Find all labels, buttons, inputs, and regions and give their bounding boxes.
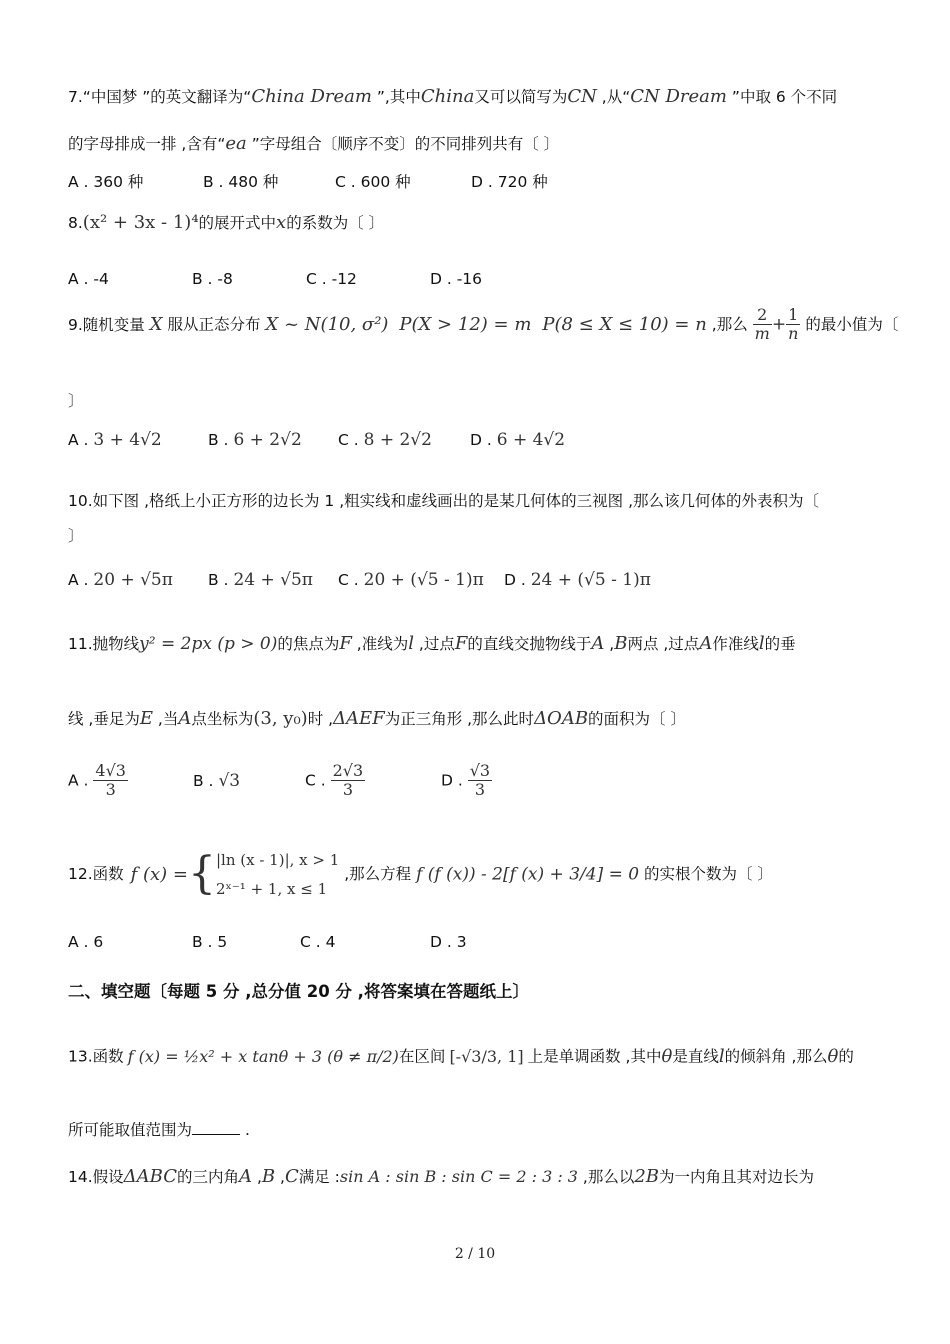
q9-line2: 〕 (68, 392, 84, 410)
math-A: A (178, 708, 192, 729)
parabola-equation: y² = 2px (p > 0) (139, 634, 278, 654)
triangle-aef: ΔAEF (333, 708, 385, 729)
math-2B: 2B (634, 1166, 660, 1187)
math-china: China (420, 86, 475, 107)
q12-option-b: B . 5 (192, 933, 228, 951)
sine-ratio: sin A : sin B : sin C = 2 : 3 : 3 (339, 1167, 578, 1186)
q10-option-b: 24 + √5π (233, 570, 313, 590)
q8-line: 8.(x² + 3x - 1)⁴的展开式中x的系数为〔 〕 (68, 212, 385, 233)
answer-blank[interactable] (192, 1120, 240, 1135)
q8-option-b: B . -8 (192, 270, 233, 288)
q13-function: f (x) = ½x² + x tanθ + 3 (θ ≠ π/2) (127, 1047, 399, 1067)
triangle-abc: ΔABC (123, 1166, 177, 1187)
q11-option-d: $\frac{√3}{3}$ (469, 761, 491, 800)
q9-option-c: 8 + 2√2 (363, 430, 432, 450)
page-number: 2 / 10 (454, 1246, 496, 1262)
q11-option-c: $\frac{2√3}{3}$ (332, 761, 364, 800)
probability-1: P(X > 12) = m (399, 314, 532, 336)
q10-option-c: 20 + (√5 - 1)π (363, 570, 484, 590)
q12-option-d: D . 3 (430, 933, 467, 951)
math-E: E (139, 708, 153, 729)
q8-option-a: A . -4 (68, 270, 109, 288)
triangle-oab: ΔOAB (534, 708, 589, 729)
math-l: l (758, 633, 765, 654)
q8-options (68, 270, 482, 289)
math-l: l (718, 1046, 725, 1067)
math-F: F (454, 633, 468, 654)
math-x: x (276, 212, 287, 233)
q8-option-c: C . -12 (306, 270, 357, 288)
q11-line1: 11.抛物线y² = 2px (p > 0)的焦点为F ,准线为l ,过点F的直线交抛物线于A ,B两点 ,过点A作准线l的垂 (68, 633, 796, 654)
q14-line: 14.假设ΔABC的三内角A ,B ,C满足 :sin A : sin B : sin C = 2 : 3 : 3 ,那么以2B为一内角且其对边长为 (68, 1166, 815, 1187)
q7-option-b: B . 480 种 (203, 173, 279, 191)
point-coordinate: (3, y₀) (253, 708, 308, 729)
fraction-1-over-n: $\frac{1}{n}$ (788, 305, 799, 344)
q13-interval: [-√3/3, 1] (449, 1047, 524, 1067)
section-heading: 二、填空题〔每题 5 分 ,总分值 20 分 ,将答案填在答题纸上〕 (68, 982, 529, 1001)
q7-option-d: D . 720 种 (471, 173, 548, 191)
piecewise-cases (216, 846, 339, 903)
q10-option-a: 20 + √5π (93, 570, 173, 590)
math-ea: ea (225, 133, 247, 154)
q12-option-c: C . 4 (300, 933, 336, 951)
math-cn: CN (567, 86, 597, 107)
math-theta: θ (661, 1046, 673, 1067)
q11-option-b: √3 (218, 770, 241, 791)
q10-line1: 10.如下图 ,格纸上小正方形的边长为 1 ,粗实线和虚线画出的是某几何体的三视图 ,那么该几何体的外表积为〔 (68, 492, 820, 510)
case-2: 2ˣ⁻¹ + 1, x ≤ 1 (215, 879, 328, 898)
q9-options: A . 3 + 4√2 B . 6 + 2√2 C . 8 + 2√2 D . 6 + 4√2 (68, 430, 566, 450)
q11-option-a: $\frac{4√3}{3}$ (95, 761, 126, 800)
q12-options (68, 933, 467, 952)
q10-option-d: 24 + (√5 - 1)π (530, 570, 651, 590)
function-f: f (x) = (130, 863, 188, 885)
q9-option-b: 6 + 2√2 (233, 430, 302, 450)
math-B: B (614, 633, 628, 654)
q13-line2: 所可能取值范围为 . (68, 1121, 250, 1139)
math-B: B (261, 1166, 276, 1187)
math-A: A (239, 1166, 253, 1187)
q11-options: A . $\frac{4√3}{3}$ B . √3 C . $\frac{2√3}{3}$ D . $\frac{√3}{3}$ (68, 761, 491, 800)
q13-line1: 13.函数 f (x) = ½x² + x tanθ + 3 (θ ≠ π/2)在区间 [-√3/3, 1] 上是单调函数 ,其中θ是直线l的倾斜角 ,那么θ的 (68, 1046, 854, 1067)
math-F: F (339, 633, 352, 654)
case-1: |ln (x - 1)|, x > 1 (215, 851, 340, 869)
math-cn-dream: CN Dream (630, 86, 727, 107)
q8-option-d: D . -16 (430, 270, 483, 288)
normal-distribution: X ~ N(10, σ²) (265, 314, 389, 336)
q10-line2: 〕 (68, 527, 84, 545)
q11-line2: 线 ,垂足为E ,当A点坐标为(3, y₀)时 ,ΔAEF为正三角形 ,那么此时ΔOAB的面积为〔 〕 (68, 708, 686, 729)
math-l: l (408, 633, 414, 654)
probability-2: P(8 ≤ X ≤ 10) = n (542, 314, 707, 336)
q9-option-a: 3 + 4√2 (93, 430, 162, 450)
q10-options: A . 20 + √5π B . 24 + √5π C . 20 + (√5 - 1)π D . 24 + (√5 - 1)π (68, 570, 651, 590)
q9-option-d: 6 + 4√2 (496, 430, 566, 450)
q7-option-a: A . 360 种 (68, 173, 144, 191)
fraction-2-over-m: $\frac{2}{m}$ (754, 305, 770, 344)
equation: f (f (x)) - 2[f (x) + 3/4] = 0 (416, 864, 640, 885)
q7-line2: 的字母排成一排 ,含有“ea ”字母组合〔顺序不变〕的不同排列共有〔 〕 (68, 133, 560, 154)
q8-expression: (x² + 3x - 1)⁴ (82, 212, 199, 233)
math-A: A (699, 633, 713, 654)
q12-option-a: A . 6 (68, 933, 104, 951)
q7-line1: 7.“中国梦 ”的英文翻译为“China Dream ”,其中China又可以简写为CN ,从“CN Dream ”中取 6 个不同 (68, 86, 838, 107)
q12-line: 12.函数 f (x) ={ |ln (x - 1)|, x > 1 2ˣ⁻¹ + 1, x ≤ 1 ,那么方程 f (f (x)) - 2[f (x) + 3/4] = 0 的实根个数为〔 〕 (68, 846, 773, 903)
q7-options (68, 173, 548, 192)
q7-option-c: C . 600 种 (335, 173, 411, 191)
math-theta: θ (827, 1046, 839, 1067)
math-china-dream: China Dream (251, 86, 372, 107)
math-C: C (284, 1166, 299, 1187)
math-A: A (591, 633, 605, 654)
math-X: X (149, 314, 163, 336)
q9-line1: 9.随机变量 X 服从正态分布 X ~ N(10, σ²) P(X > 12) = m P(8 ≤ X ≤ 10) = n ,那么 $\frac{2}{m}$ + $\frac{1}{n}$ 的最小值为〔 (68, 305, 899, 344)
left-brace: { (187, 848, 216, 900)
